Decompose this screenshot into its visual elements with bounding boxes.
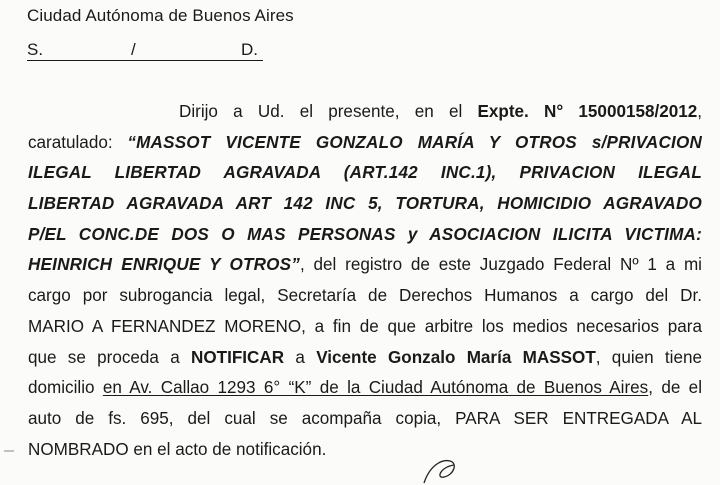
- recipient-name: Vicente Gonzalo María MASSOT: [316, 347, 596, 367]
- salutation-underline: [27, 60, 263, 61]
- registry-text: , del registro de este Juzgado Federal Nº 1 a mi: [299, 255, 702, 275]
- body-line-1: [28, 97, 702, 128]
- intro-text: Dirijo a Ud. el presente, en el: [179, 102, 478, 121]
- punctuation: ,: [697, 102, 702, 121]
- recipient-address: en Av. Callao 1293 6° “K” de la Ciudad Autónoma de Buenos Aires: [102, 378, 649, 398]
- slash-separator: /: [131, 40, 136, 59]
- proceed-text: que se proceda a: [28, 347, 192, 367]
- case-caption-part-3: LIBERTAD AGRAVADA ART 142 INC 5, TORTURA, HOMICIDIO AGRAVADO: [28, 194, 702, 214]
- caratulado-label: caratulado:: [28, 132, 128, 152]
- notificar-keyword: NOTIFICAR: [191, 347, 285, 367]
- case-caption-part-5: HEINRICH ENRIQUE Y OTROS”: [28, 255, 300, 275]
- margin-mark: [4, 450, 14, 452]
- domicilio-label: domicilio: [28, 378, 103, 398]
- body-line-11: auto de fs. 695, del cual se acompaña copia, PARA SER ENTREGADA AL: [28, 408, 702, 428]
- body-line-7: cargo por subrogancia legal, Secretaría de Derechos Humanos a cargo del Dr.: [28, 286, 702, 306]
- case-caption-part-2: ILEGAL LIBERTAD AGRAVADA (ART.142 INC.1), PRIVACION ILEGAL: [28, 163, 702, 183]
- signature-mark: [420, 455, 480, 485]
- body-line-6: [28, 250, 702, 281]
- case-caption-part-4: P/EL CONC.DE DOS O MAS PERSONAS y ASOCIACION ILICITA VICTIMA:: [28, 224, 702, 244]
- case-caption-part-1: “MASSOT VICENTE GONZALO MARÍA Y OTROS s/PRIVACION: [127, 132, 702, 152]
- address-suffix: , de el: [648, 378, 702, 398]
- body-line-2: [28, 128, 702, 159]
- body-line-9: [28, 343, 702, 374]
- d-label: D.: [241, 40, 258, 59]
- body-line-8: MARIO A FERNANDEZ MORENO, a fin de que arbitre los medios necesarios para: [28, 316, 702, 336]
- letter-body: [28, 97, 702, 465]
- recipient-suffix: , quien tiene: [595, 347, 702, 367]
- body-line-12: NOMBRADO en el acto de notificación.: [28, 439, 327, 459]
- city-heading: Ciudad Autónoma de Buenos Aires: [27, 6, 294, 25]
- salutation-line: [27, 40, 263, 62]
- body-line-10: [28, 373, 702, 404]
- connector-text: a: [284, 347, 317, 367]
- expediente-number: Expte. N° 15000158/2012: [477, 102, 698, 121]
- s-label: S.: [27, 40, 44, 59]
